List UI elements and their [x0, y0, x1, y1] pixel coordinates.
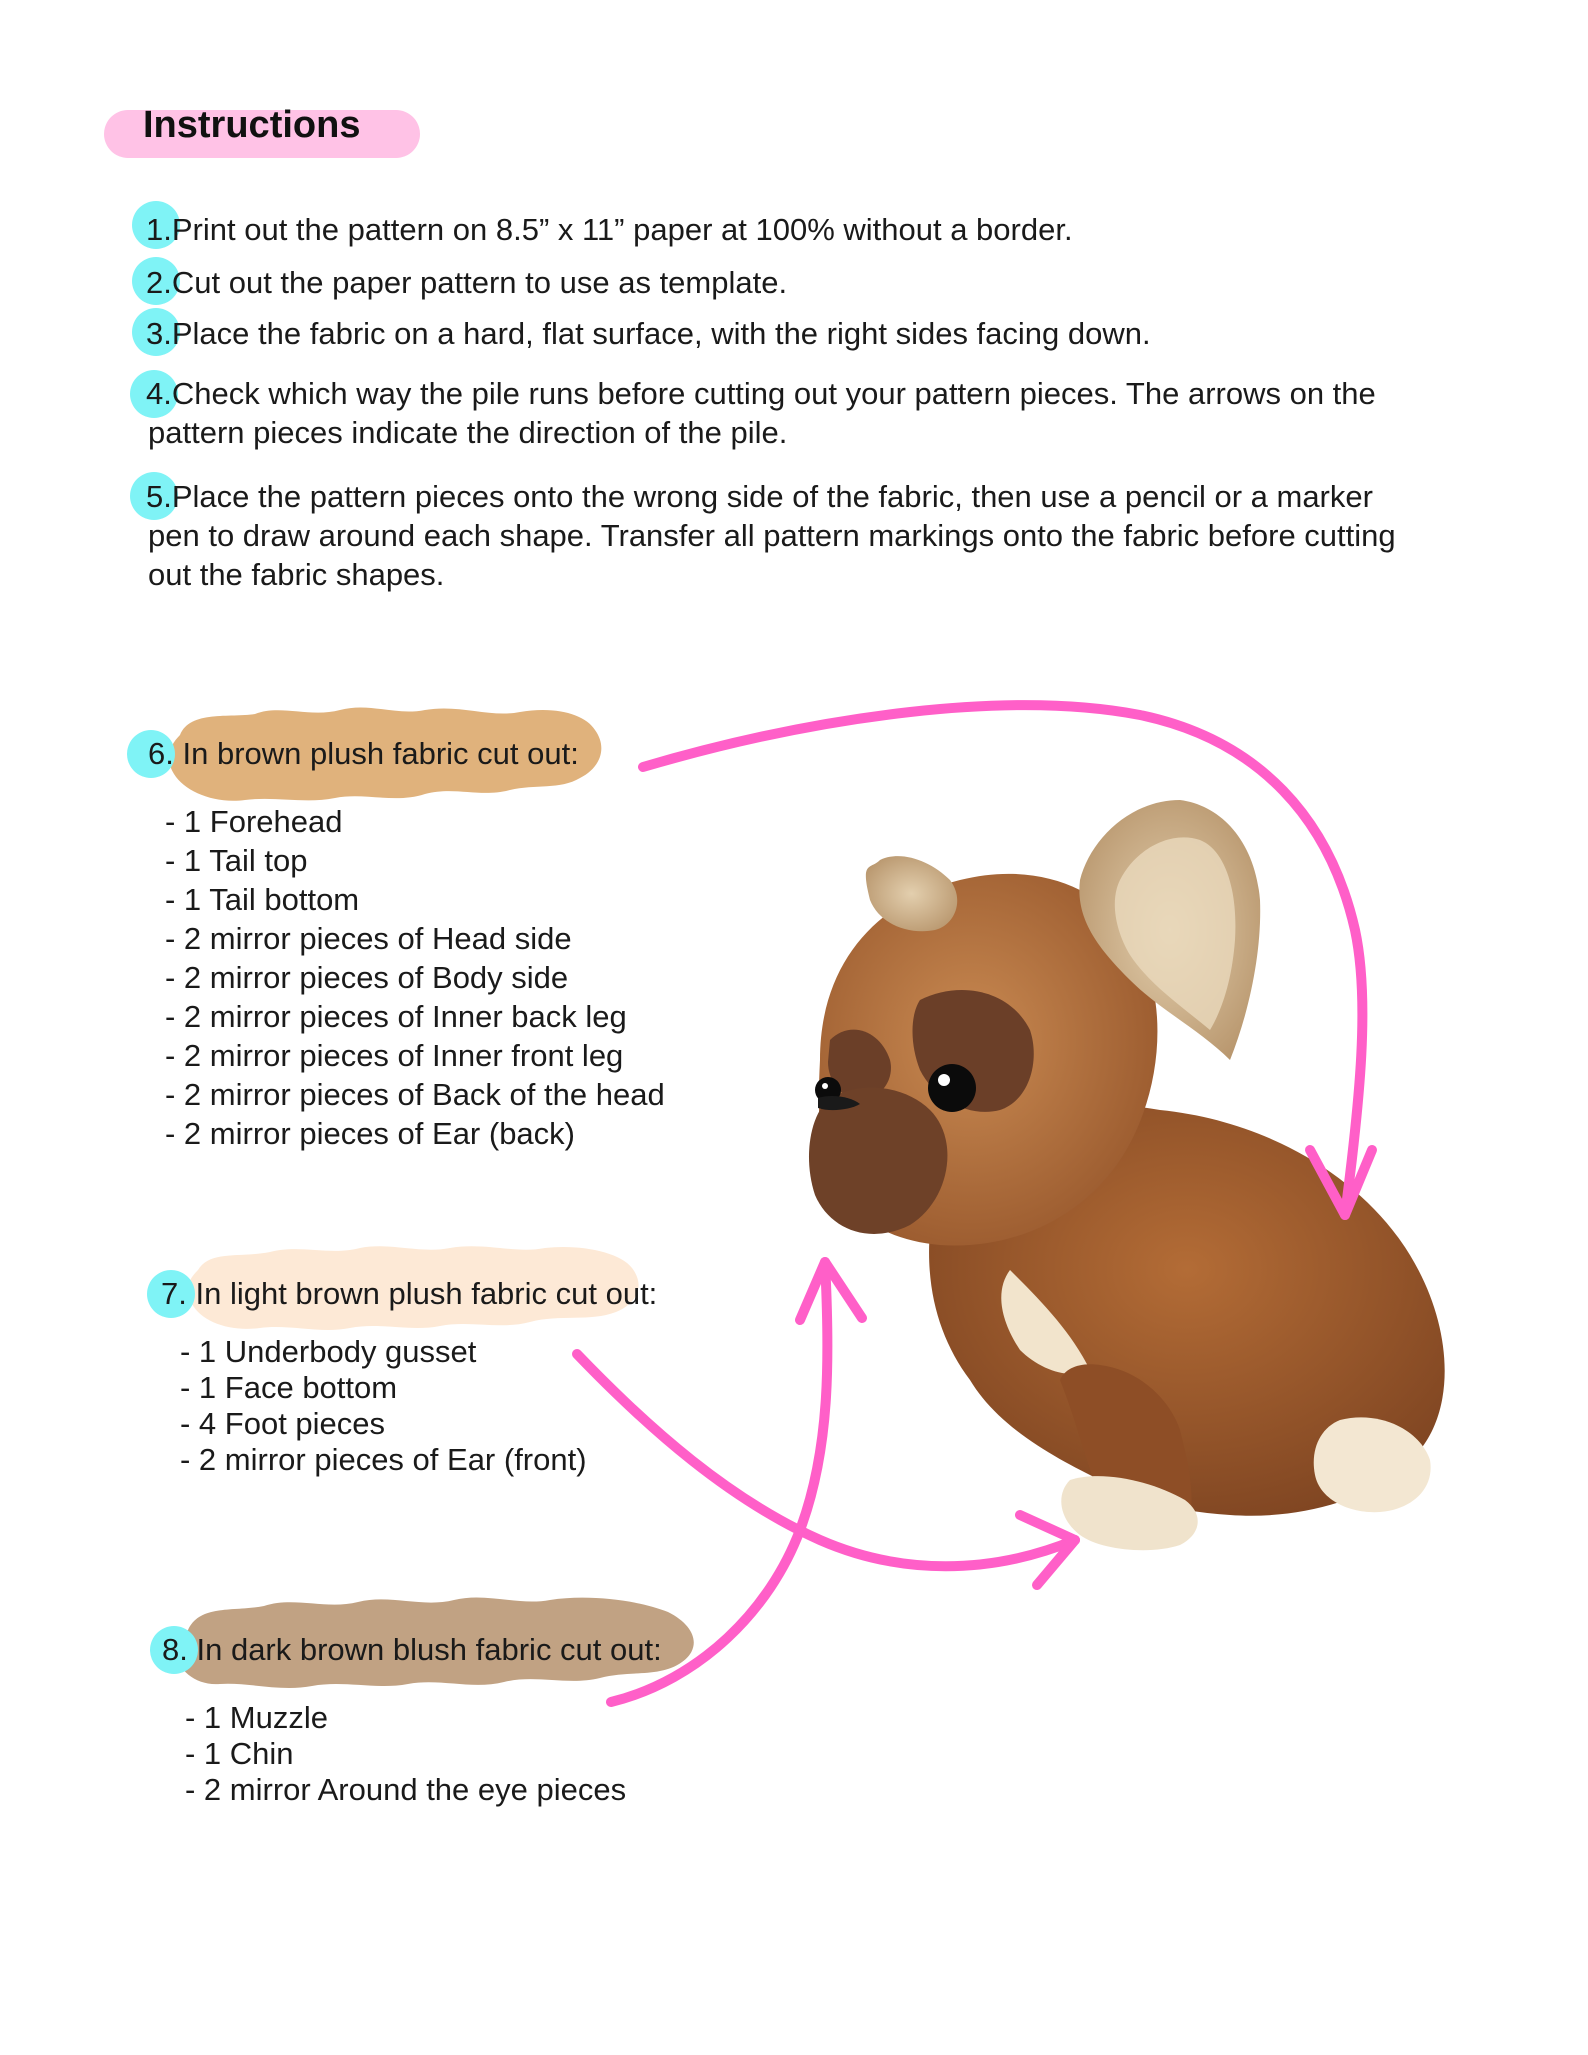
step-number: 3. — [146, 316, 172, 351]
section-number: 7. — [161, 1276, 187, 1311]
step-number: 1. — [146, 212, 172, 247]
list-item: - 2 mirror pieces of Inner front leg — [165, 1038, 624, 1073]
arrow-brown-head — [1310, 1150, 1372, 1215]
list-item: - 1 Forehead — [165, 804, 343, 839]
step-number: 4. — [146, 376, 172, 411]
list-item: - 1 Tail bottom — [165, 882, 360, 917]
list-item: - 1 Face bottom — [180, 1370, 398, 1405]
list-item: - 2 mirror Around the eye pieces — [185, 1772, 627, 1807]
step-text: Check which way the pile runs before cutting out your pattern pieces. The arrows on the — [171, 376, 1376, 411]
list-item: - 2 mirror pieces of Body side — [165, 960, 569, 995]
list-item: - 1 Tail top — [165, 843, 308, 878]
step-text-continued: pen to draw around each shape. Transfer all pattern markings onto the fabric before cutting — [148, 518, 1396, 553]
section-number: 6. — [148, 736, 174, 771]
arrow-brown — [643, 705, 1362, 1215]
list-item: - 2 mirror pieces of Head side — [165, 921, 572, 956]
section-heading-text: In light brown plush fabric cut out: — [195, 1276, 658, 1311]
list-item: - 2 mirror pieces of Ear (front) — [180, 1442, 587, 1477]
step-text: Place the fabric on a hard, flat surface, with the right sides facing down. — [171, 316, 1151, 351]
list-item: - 2 mirror pieces of Ear (back) — [165, 1116, 575, 1151]
step-text-continued: out the fabric shapes. — [148, 557, 445, 592]
section-heading-text: In dark brown blush fabric cut out: — [196, 1632, 662, 1667]
list-item: - 1 Chin — [185, 1736, 294, 1771]
list-item: - 2 mirror pieces of Inner back leg — [165, 999, 627, 1034]
step-text: Place the pattern pieces onto the wrong side of the fabric, then use a pencil or a marker — [171, 479, 1373, 514]
step-number: 5. — [146, 479, 172, 514]
step-number: 2. — [146, 265, 172, 300]
step-text: Print out the pattern on 8.5” x 11” paper at 100% without a border. — [171, 212, 1073, 247]
step-text: Cut out the paper pattern to use as template. — [171, 265, 788, 300]
list-item: - 4 Foot pieces — [180, 1406, 386, 1441]
section-number: 8. — [162, 1632, 188, 1667]
list-item: - 1 Underbody gusset — [180, 1334, 477, 1369]
list-item: - 1 Muzzle — [185, 1700, 328, 1735]
page-title: Instructions — [143, 104, 361, 146]
list-item: - 2 mirror pieces of Back of the head — [165, 1077, 665, 1112]
section-heading-text: In brown plush fabric cut out: — [182, 736, 579, 771]
step-text-continued: pattern pieces indicate the direction of the pile. — [148, 415, 788, 450]
